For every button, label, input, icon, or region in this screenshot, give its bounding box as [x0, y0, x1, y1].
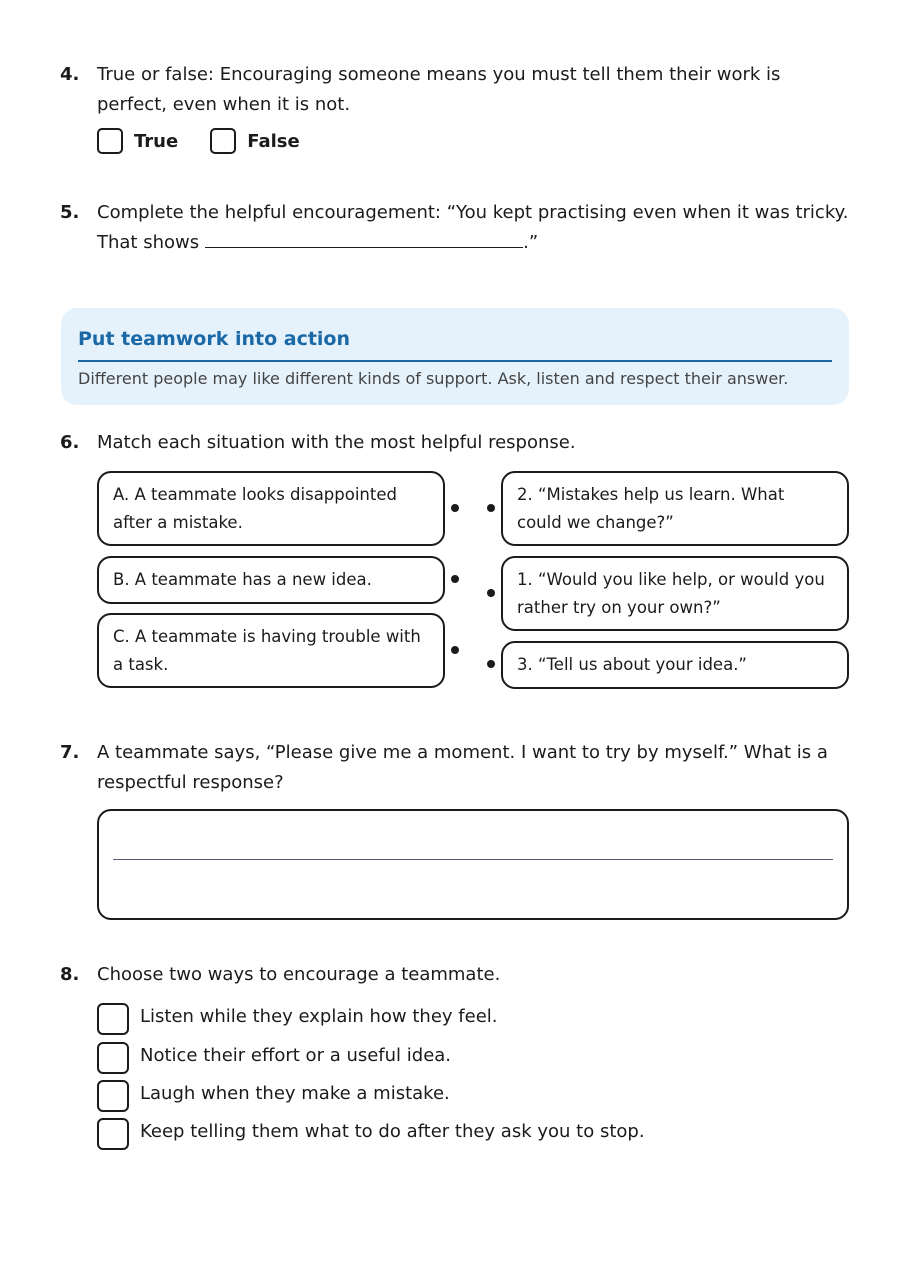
choice-label: Keep telling them what to do after they ask you to stop. [140, 1120, 645, 1142]
choice-1[interactable] [97, 1003, 498, 1035]
callout-title: Put teamwork into action [78, 324, 832, 362]
question-text: True or false: Encouraging someone means you must tell them their work is perfect, even when it is not. [97, 64, 781, 115]
match-dot-response-1[interactable] [487, 589, 495, 597]
callout-body: Different people may like different kinds of support. Ask, listen and respect their answer. [78, 369, 789, 388]
checkbox[interactable] [97, 128, 123, 154]
choice-label: Notice their effort or a useful idea. [140, 1044, 452, 1066]
situation-b[interactable] [97, 556, 445, 604]
match-dot-response-3[interactable] [487, 660, 495, 668]
checkbox[interactable] [97, 1118, 129, 1150]
match-dot-response-2[interactable] [487, 504, 495, 512]
answer-box[interactable] [97, 809, 849, 920]
choice-3[interactable] [97, 1080, 450, 1112]
option-label: True [134, 130, 179, 152]
response-text: 1. “Would you like help, or would you rather try on your own?” [517, 569, 825, 617]
question-text: Choose two ways to encourage a teammate. [97, 964, 501, 985]
response-3[interactable] [501, 641, 849, 689]
teamwork-callout [61, 308, 849, 405]
checkbox[interactable] [210, 128, 236, 154]
question-text-after: .” [523, 232, 539, 253]
question-number: 6. [60, 432, 80, 453]
checkbox[interactable] [97, 1080, 129, 1112]
question-number: 7. [60, 742, 80, 763]
checkbox[interactable] [97, 1042, 129, 1074]
question-text: A teammate says, “Please give me a moment. I want to try by myself.” What is a respectful response? [97, 742, 828, 793]
match-dot-b[interactable] [451, 575, 459, 583]
question-number: 8. [60, 964, 80, 985]
response-1[interactable] [501, 556, 849, 631]
situation-text: B. A teammate has a new idea. [113, 570, 372, 589]
response-text: 3. “Tell us about your idea.” [517, 655, 747, 674]
question-number: 4. [60, 64, 80, 85]
option-false[interactable] [210, 128, 299, 154]
response-2[interactable] [501, 471, 849, 546]
fill-in-blank[interactable] [205, 229, 523, 248]
situation-text: A. A teammate looks disappointed after a mistake. [113, 484, 397, 532]
option-true[interactable] [97, 128, 178, 154]
situation-text: C. A teammate is having trouble with a task. [113, 626, 421, 674]
question-text-before: Complete the helpful encouragement: “You kept practising even when it was tricky. That shows [97, 202, 849, 253]
choice-label: Laugh when they make a mistake. [140, 1082, 450, 1104]
choice-label: Listen while they explain how they feel. [140, 1005, 498, 1027]
question-5 [60, 198, 860, 258]
match-dot-a[interactable] [451, 504, 459, 512]
checkbox[interactable] [97, 1003, 129, 1035]
question-6 [60, 428, 860, 458]
situation-c[interactable] [97, 613, 445, 688]
match-dot-c[interactable] [451, 646, 459, 654]
question-8 [60, 960, 860, 990]
question-number: 5. [60, 202, 80, 223]
response-text: 2. “Mistakes help us learn. What could we change?” [517, 484, 785, 532]
choice-4[interactable] [97, 1118, 645, 1150]
answer-line [113, 859, 833, 860]
question-text: Match each situation with the most helpful response. [97, 432, 576, 453]
situation-a[interactable] [97, 471, 445, 546]
question-text [97, 198, 867, 258]
question-4 [60, 60, 860, 152]
question-7 [60, 738, 860, 798]
choice-2[interactable] [97, 1042, 451, 1074]
option-label: False [247, 130, 300, 152]
true-false-options [97, 128, 332, 154]
